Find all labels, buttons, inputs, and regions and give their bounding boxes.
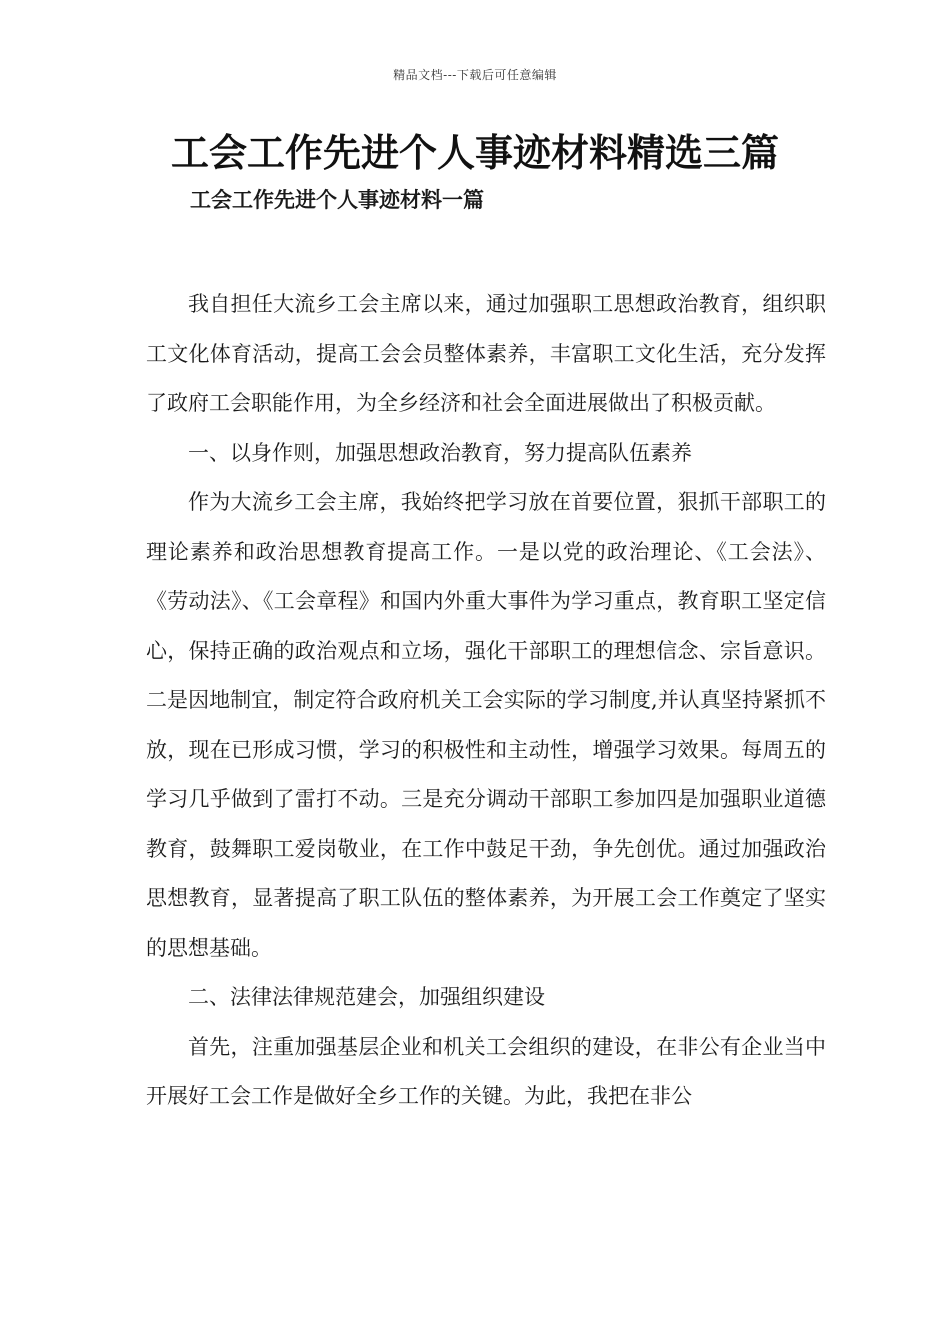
document-body	[146, 280, 826, 1122]
section-heading-2: 二、法律法律规范建会，加强组织建设	[188, 985, 545, 1009]
section-heading-1: 一、以身作则，加强思想政治教育，努力提高队伍素养	[188, 440, 692, 465]
paragraph-section-1: 作为大流乡工会主席，我始终把学习放在首要位置，狠抓干部职工的理论素养和政治思想教育提高工作。一是以党的政治理论、《工会法》、《劳动法》、《工会章程》和国内外重大事件为学习重点，教育职工坚定信心，保持正确的政治观点和立场，强化干部职工的理想信念、宗旨意识。二是因地制宜，制定符合政府机关工会实际的学习制度,并认真坚持紧抓不放，现在已形成习惯，学习的积极性和主动性，增强学习效果。每周五的学习几乎做到了雷打不动。三是充分调动干部职工参加四是加强职业道德教育，鼓舞职工爱岗敬业，在工作中鼓足干劲，争先创优。通过加强政治思想教育，显著提高了职工队伍的整体素养，为开展工会工作奠定了坚实的思想基础。	[146, 490, 826, 960]
header-note: 精品文档---下载后可任意编辑	[393, 68, 557, 82]
paragraph-section-2: 首先，注重加强基层企业和机关工会组织的建设，在非公有企业当中开展好工会工作是做好全乡工作的关键。为此，我把在非公	[146, 1034, 826, 1108]
paragraph-intro: 我自担任大流乡工会主席以来，通过加强职工思想政治教育，组织职工文化体育活动，提高工会会员整体素养，丰富职工文化生活，充分发挥了政府工会职能作用，为全乡经济和社会全面进展做出了积极贡献。	[146, 292, 826, 415]
document-title: 工会工作先进个人事迹材料精选三篇	[170, 131, 779, 175]
document-subtitle: 工会工作先进个人事迹材料一篇	[190, 187, 484, 212]
